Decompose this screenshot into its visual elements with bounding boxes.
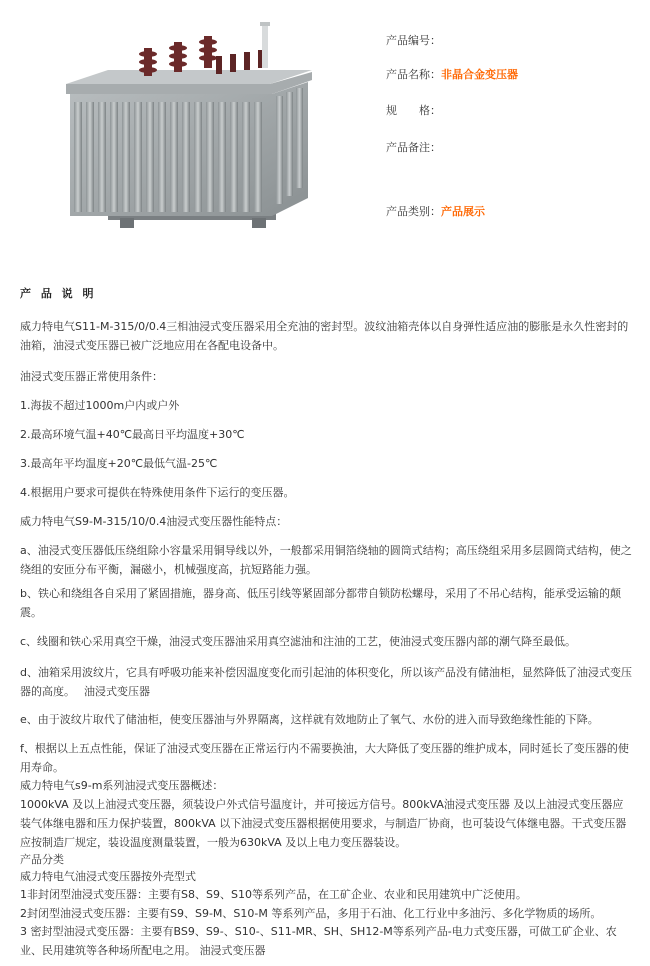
product-spec-label: 规 格： <box>386 104 441 117</box>
product-category-label: 产品类别： <box>386 205 441 218</box>
product-note-label: 产品备注： <box>386 141 441 154</box>
product-photo <box>40 12 346 254</box>
category-item-2: 2封闭型油浸式变压器：主要有S9、S9-M、S10-M 等系列产品，多用于石油、化工行业中多油污、多化学物质的场所。 <box>20 907 602 920</box>
category-item-3: 3 密封型油浸式变压器：主要有BS9、S9-、S10-、S11-MR、SH、SH12-M等系列产品-电力式变压器，可做工矿企业、农业、民用建筑等各种场所配电之用。 油浸式变压器 <box>20 925 617 957</box>
feature-f: f、根据以上五点性能，保证了油浸式变压器在正常运行内不需要换油，大大降低了变压器的维护成本，同时延长了变压器的使用寿命。 <box>20 742 629 774</box>
product-category-link[interactable]: 产品展示 <box>441 205 485 218</box>
conditions-heading: 油浸式变压器正常使用条件： <box>20 370 163 383</box>
condition-item-1: 1.海拔不超过1000m户内或户外 <box>20 399 180 412</box>
condition-item-4: 4.根据用户要求可提供在特殊使用条件下运行的变压器。 <box>20 486 295 499</box>
overview-heading: 威力特电气s9-m系列油浸式变压器概述： <box>20 779 224 792</box>
product-spec-row <box>386 102 441 118</box>
product-note-row <box>386 139 441 155</box>
feature-e: e、由于波纹片取代了储油柜，使变压器油与外界隔离，这样就有效地防止了氧气、水份的进入而导致绝缘性能的下降。 <box>20 713 599 726</box>
section-title: 产 品 说 明 <box>20 287 97 300</box>
feature-b: b、铁心和绕组各自采用了紧固措施，器身高、低压引线等紧固部分都带自锁防松螺母，采用了不吊心结构，能承受运输的颠震。 <box>20 587 621 619</box>
condition-item-2: 2.最高环境气温+40℃最高日平均温度+30℃ <box>20 428 245 441</box>
product-category-row <box>386 203 485 219</box>
intro-paragraph: 威力特电气S11-M-315/0/0.4三相油浸式变压器采用全充油的密封型。波纹油箱壳体以自身弹性适应油的膨胀是永久性密封的油箱，油浸式变压器已被广泛地应用在各配电设备中。 <box>20 320 629 352</box>
category-subheading: 威力特电气油浸式变压器按外壳型式 <box>20 870 196 883</box>
product-name-label: 产品名称： <box>386 68 441 81</box>
category-heading: 产品分类 <box>20 853 64 866</box>
features-heading: 威力特电气S9-M-315/10/0.4油浸式变压器性能特点： <box>20 515 288 528</box>
product-code-row <box>386 32 441 48</box>
feature-c: c、线圈和铁心采用真空干燥，油浸式变压器油采用真空滤油和注油的工艺，使油浸式变压器内部的潮气降至最低。 <box>20 635 577 648</box>
overview-body: 1000kVA 及以上油浸式变压器，须装设户外式信号温度计，并可接远方信号。800kVA油浸式变压器 及以上油浸式变压器应装气体继电器和压力保护装置，800kVA 以下油浸式变压器根据使用要求，与制造厂协商，也可装设气体继电器。干式变压器应按制造厂规定，装设温度测量装置，一般为630kVA 及以上电力变压器装设。 <box>20 798 627 849</box>
condition-item-3: 3.最高年平均温度+20℃最低气温-25℃ <box>20 457 218 470</box>
transformer-photo-icon <box>40 12 346 254</box>
feature-a: a、油浸式变压器低压绕组除小容量采用铜导线以外，一般都采用铜箔绕轴的圆筒式结构；高压绕组采用多层圆筒式结构，使之绕组的安匝分布平衡，漏磁小，机械强度高，抗短路能力强。 <box>20 544 632 576</box>
product-code-label: 产品编号： <box>386 34 441 47</box>
product-name-value: 非晶合金变压器 <box>441 68 518 81</box>
category-item-1: 1非封闭型油浸式变压器：主要有S8、S9、S10等系列产品，在工矿企业、农业和民用建筑中广泛使用。 <box>20 888 527 901</box>
feature-d: d、油箱采用波纹片，它具有呼吸功能来补偿因温度变化而引起油的体积变化，所以该产品没有储油柜，显然降低了油浸式变压器的高度。 油浸式变压器 <box>20 666 632 698</box>
product-name-row <box>386 66 518 82</box>
